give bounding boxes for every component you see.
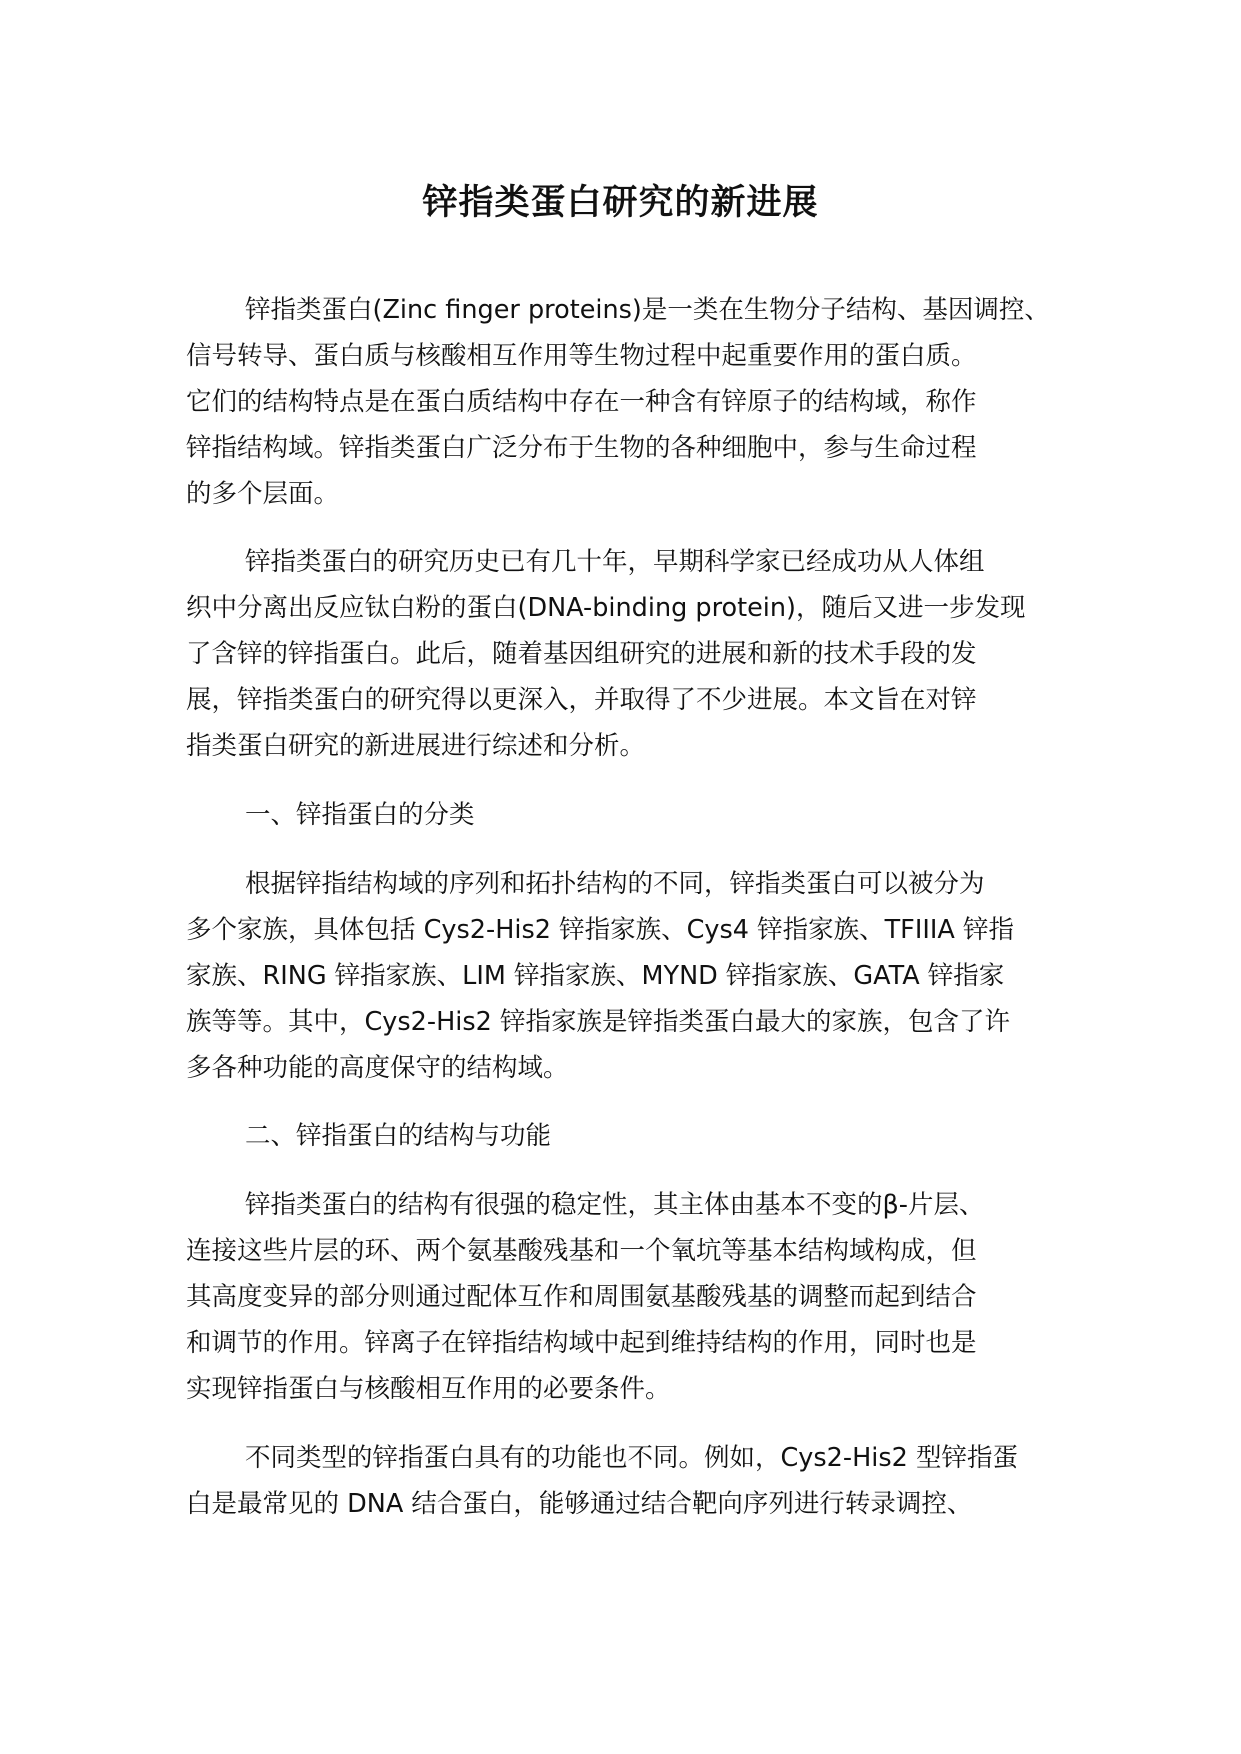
document-title: 锌指类蛋白研究的新进展 <box>422 183 819 223</box>
paragraph-1-line-2: 信号转导、蛋白质与核酸相互作用等生物过程中起重要作用的蛋白质。 <box>186 341 977 371</box>
paragraph-5-line-1: 不同类型的锌指蛋白具有的功能也不同。例如，Cys2-His2 型锌指蛋 <box>245 1443 1018 1473</box>
paragraph-2-line-4: 展，锌指类蛋白的研究得以更深入，并取得了不少进展。本文旨在对锌 <box>186 685 977 715</box>
section-heading-classification: 一、锌指蛋白的分类 <box>245 800 475 830</box>
paragraph-4-line-2: 连接这些片层的环、两个氨基酸残基和一个氧坑等基本结构域构成，但 <box>186 1236 977 1266</box>
paragraph-2-line-5: 指类蛋白研究的新进展进行综述和分析。 <box>186 731 646 761</box>
paragraph-3-line-1: 根据锌指结构域的序列和拓扑结构的不同，锌指类蛋白可以被分为 <box>245 869 985 899</box>
paragraph-4-line-1: 锌指类蛋白的结构有很强的稳定性，其主体由基本不变的β-片层、 <box>245 1190 985 1220</box>
paragraph-2-line-2: 织中分离出反应钛白粉的蛋白(DNA-binding protein)，随后又进一步发现 <box>186 593 1026 623</box>
paragraph-3-line-2: 多个家族，具体包括 Cys2-His2 锌指家族、Cys4 锌指家族、TFIIIA 锌指 <box>186 915 1014 945</box>
paragraph-5-line-2: 白是最常见的 DNA 结合蛋白，能够通过结合靶向序列进行转录调控、 <box>186 1489 973 1519</box>
paragraph-2-line-1: 锌指类蛋白的研究历史已有几十年，早期科学家已经成功从人体组 <box>245 547 985 577</box>
section-heading-structure-function: 二、锌指蛋白的结构与功能 <box>245 1121 552 1151</box>
paragraph-3-line-4: 族等等。其中，Cys2-His2 锌指家族是锌指类蛋白最大的家族，包含了许 <box>186 1007 1010 1037</box>
paragraph-1-line-3: 它们的结构特点是在蛋白质结构中存在一种含有锌原子的结构域，称作 <box>186 387 977 417</box>
paragraph-4-line-3: 其高度变异的部分则通过配体互作和周围氨基酸残基的调整而起到结合 <box>186 1282 977 1312</box>
paragraph-1-line-4: 锌指结构域。锌指类蛋白广泛分布于生物的各种细胞中，参与生命过程 <box>186 433 977 463</box>
paragraph-4-line-4: 和调节的作用。锌离子在锌指结构域中起到维持结构的作用，同时也是 <box>186 1328 977 1358</box>
paragraph-1-line-1: 锌指类蛋白(Zinc finger proteins)是一类在生物分子结构、基因调控、 <box>245 295 1050 325</box>
paragraph-4-line-5: 实现锌指蛋白与核酸相互作用的必要条件。 <box>186 1374 671 1404</box>
paragraph-3-line-5: 多各种功能的高度保守的结构域。 <box>186 1053 569 1083</box>
paragraph-3-line-3: 家族、RING 锌指家族、LIM 锌指家族、MYND 锌指家族、GATA 锌指家 <box>186 961 1005 991</box>
paragraph-1-line-5: 的多个层面。 <box>186 479 340 509</box>
paragraph-2-line-3: 了含锌的锌指蛋白。此后，随着基因组研究的进展和新的技术手段的发 <box>186 639 977 669</box>
